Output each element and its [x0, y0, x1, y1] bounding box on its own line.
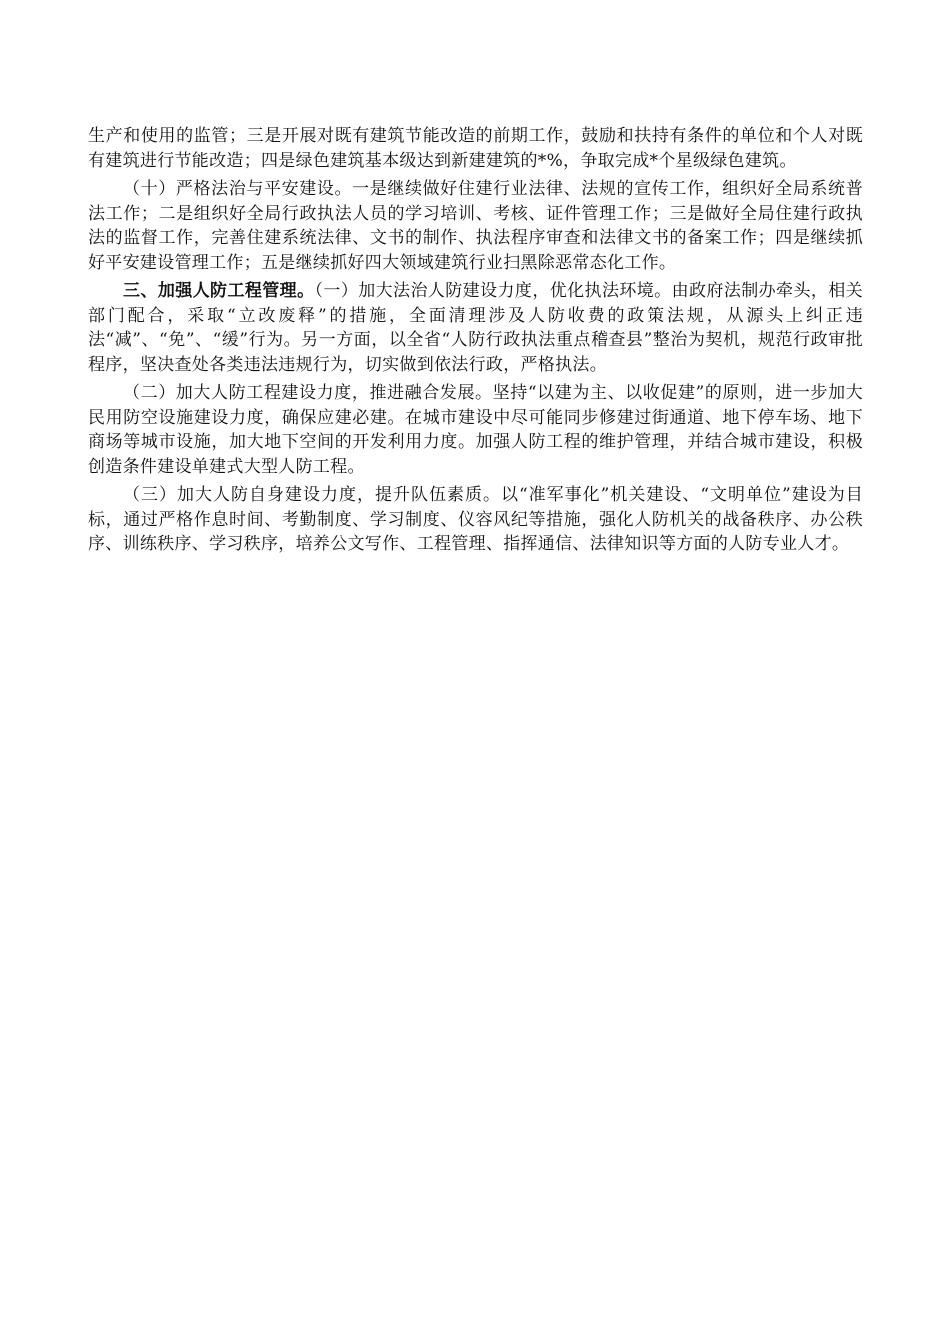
paragraph-text: （二）加大人防工程建设力度，推进融合发展。坚持“以建为主、以收促建”的原则，进一步加大民用防空设施建设力度，确保应建必建。在城市建设中尽可能同步修建过街通道、地下停车场、地下商场等城市设施，加大地下空间的开发利用力度。加强人防工程的维护管理，并结合城市建设，积极创造条件建设单建式大型人防工程。 — [88, 383, 863, 477]
paragraph-continuation — [88, 124, 863, 173]
paragraph-text: 生产和使用的监管；三是开展对既有建筑节能改造的前期工作，鼓励和扶持有条件的单位和个人对既有建筑进行节能改造；四是绿色建筑基本级达到新建建筑的*%，争取完成*个星级绿色建筑。 — [88, 126, 863, 171]
section-heading: 三、加强人防工程管理。 — [123, 281, 315, 301]
paragraph-subsection-two — [88, 381, 863, 479]
paragraph-text: （三）加大人防自身建设力度，提升队伍素质。以“准军事化”机关建设、“文明单位”建设为目标，通过严格作息时间、考勤制度、学习制度、仪容风纪等措施，强化人防机关的战备秩序、办公秩序、训练秩序、学习秩序，培养公文写作、工程管理、指挥通信、法律知识等方面的人防专业人才。 — [88, 485, 863, 554]
paragraph-section-three — [88, 279, 863, 377]
document-page — [88, 124, 863, 561]
paragraph-subsection-three — [88, 483, 863, 557]
paragraph-text: （十）严格法治与平安建设。一是继续做好住建行业法律、法规的宣传工作，组织好全局系统普法工作；二是组织好全局行政执法人员的学习培训、考核、证件管理工作；三是做好全局住建行政执法的监督工作，完善住建系统法律、文书的制作、执法程序审查和法律文书的备案工作；四是继续抓好平安建设管理工作；五是继续抓好四大领域建筑行业扫黑除恶常态化工作。 — [88, 179, 863, 273]
paragraph-text: （一）加大法治人防建设力度，优化执法环境。由政府法制办牵头，相关部门配合，采取“立改废释”的措施，全面清理涉及人防收费的政策法规，从源头上纠正违法“减”、“免”、“缓”行为。另一方面，以全省“人防行政执法重点稽查县”整治为契机，规范行政审批程序，坚决查处各类违法违规行为，切实做到依法行政，严格执法。 — [88, 281, 863, 375]
paragraph-section-ten — [88, 177, 863, 275]
